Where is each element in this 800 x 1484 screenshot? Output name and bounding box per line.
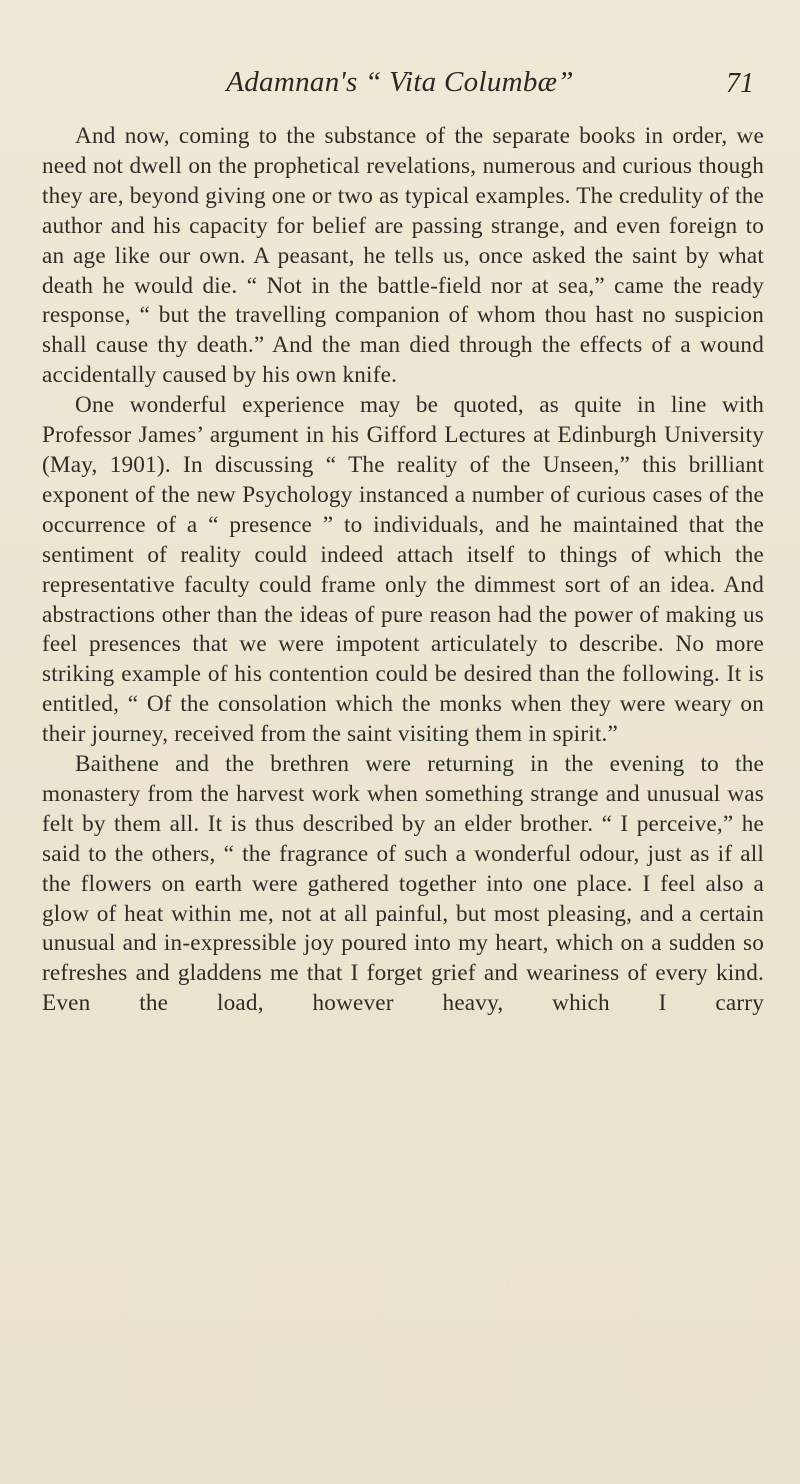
running-head xyxy=(0,66,800,106)
paragraph: And now, coming to the substance of the separate books in order, we need not dwell on the prophetical revelations, numerous and curious though they are, beyond giving one or two as typical examples. The credulity of the author and his capacity for belief are passing strange, and even foreign to an age like our own. A peasant, he tells us, once asked the saint by what death he would die. “ Not in the battle-field nor at sea,” came the ready response, “ but the travelling companion of whom thou hast no suspicion shall cause thy death.” And the man died through the effects of a wound accidentally caused by his own knife. xyxy=(42,123,764,389)
page-number: 71 xyxy=(726,68,754,99)
paragraph: Baithene and the brethren were returning in the evening to the monastery from the harvest work when something strange and unusual was felt by them all. It is thus described by an elder brother. “ I perceive,” he said to the others, “ the fragrance of such a wonderful odour, just as if all the flowers on earth were gathered together into one place. I feel also a glow of heat within me, not at all painful, but most pleasing, and a certain unusual and in-expressible joy poured into my heart, which on a sudden so refreshes and gladdens me that I forget grief and weariness of every kind. Even the load, however heavy, which I carry xyxy=(42,751,764,1017)
paragraph: One wonderful experience may be quoted, as quite in line with Professor James’ argument in his Gifford Lectures at Edinburgh University (May, 1901). In discussing “ The reality of the Unseen,” this brilliant exponent of the new Psychology instanced a number of curious cases of the occurrence of a “ presence ” to individuals, and he maintained that the sentiment of reality could indeed attach itself to things of which the representative faculty could frame only the dimmest sort of an idea. And abstractions other than the ideas of pure reason had the power of making us feel presences that we were impotent articulately to describe. No more striking example of his contention could be desired than the following. It is entitled, “ Of the consolation which the monks when they were weary on their journey, received from the saint visiting them in spirit.” xyxy=(42,392,764,748)
body-text xyxy=(42,122,764,1019)
running-head-title: Adamnan's “ Vita Columbæ” xyxy=(226,66,574,98)
